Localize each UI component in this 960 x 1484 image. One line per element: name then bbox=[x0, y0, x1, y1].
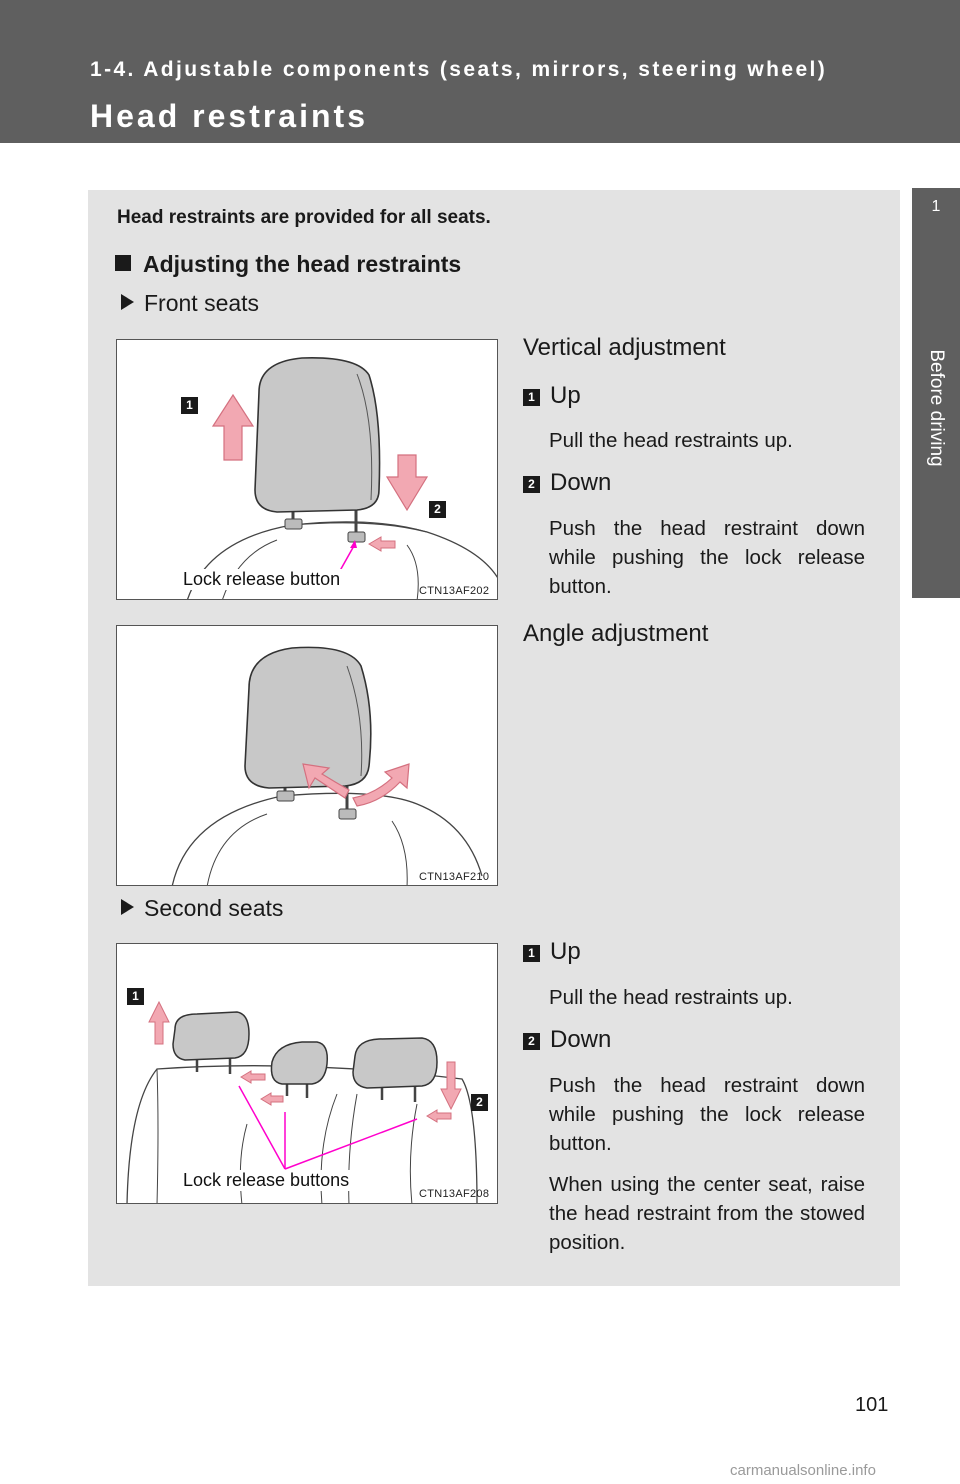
chapter-number: 1 bbox=[931, 198, 941, 215]
up-arrow-icon bbox=[213, 395, 253, 460]
rear-headrests-illustration bbox=[117, 944, 498, 1204]
headrest-angle-illustration bbox=[117, 626, 498, 886]
item-up bbox=[523, 382, 581, 410]
chapter-label: Before driving bbox=[926, 349, 947, 467]
lock-release-callout: Lock release buttons bbox=[183, 1170, 350, 1190]
front-seats-label bbox=[121, 290, 259, 317]
badge-up: 1 bbox=[127, 988, 144, 1005]
up-arrow-icon bbox=[149, 1002, 169, 1044]
figure-second-seats bbox=[116, 943, 498, 1204]
vertical-heading: Vertical adjustment bbox=[523, 334, 726, 361]
item-down bbox=[523, 469, 611, 497]
badge-down: 2 bbox=[429, 501, 446, 518]
item-down-label: Down bbox=[550, 469, 612, 496]
figure-code: CTN13AF202 bbox=[419, 585, 490, 597]
figure-code: CTN13AF210 bbox=[419, 871, 490, 883]
badge-2-icon: 2 bbox=[523, 476, 540, 493]
second-item-down-label: Down bbox=[550, 1026, 612, 1053]
item-up-label: Up bbox=[550, 382, 581, 409]
badge-1-icon: 1 bbox=[523, 389, 540, 406]
second-seats-label bbox=[121, 895, 283, 922]
second-item-down-text: Push the head restraint down while pushing the lock release button. bbox=[549, 1074, 865, 1155]
page-number: 101 bbox=[855, 1394, 889, 1416]
lock-release-callout: Lock release button bbox=[183, 569, 341, 589]
subheading bbox=[115, 251, 461, 278]
badge-2-icon: 2 bbox=[523, 1033, 540, 1050]
center-seat-note: When using the center seat, raise the head restraint from the stowed position. bbox=[549, 1173, 865, 1254]
triangle-bullet-icon bbox=[121, 899, 134, 915]
figure-code: CTN13AF208 bbox=[419, 1188, 490, 1200]
subheading-text: Adjusting the head restraints bbox=[143, 251, 462, 277]
angle-heading: Angle adjustment bbox=[523, 620, 709, 647]
front-seats-text: Front seats bbox=[144, 290, 260, 316]
figure-vertical-adjustment bbox=[116, 339, 498, 600]
push-arrow-icon bbox=[369, 537, 395, 551]
section-label: 1-4. Adjustable components (seats, mirrors, steering wheel) bbox=[90, 58, 828, 81]
page-header bbox=[0, 0, 960, 143]
chapter-tab bbox=[912, 188, 960, 598]
page-title: Head restraints bbox=[90, 98, 368, 134]
intro-text: Head restraints are provided for all seats. bbox=[117, 207, 491, 228]
headrest-vertical-illustration bbox=[117, 340, 498, 600]
triangle-bullet-icon bbox=[121, 294, 134, 310]
badge-up: 1 bbox=[181, 397, 198, 414]
down-arrow-icon bbox=[441, 1062, 461, 1109]
item-up-text: Pull the head restraints up. bbox=[549, 429, 793, 452]
item-down-text: Push the head restraint down while pushing the lock release button. bbox=[549, 517, 865, 598]
second-seats-text: Second seats bbox=[144, 895, 284, 921]
figure-angle-adjustment bbox=[116, 625, 498, 886]
second-item-up-text: Pull the head restraints up. bbox=[549, 986, 793, 1009]
second-item-up bbox=[523, 938, 581, 966]
down-arrow-icon bbox=[387, 455, 427, 510]
second-item-up-label: Up bbox=[550, 938, 581, 965]
watermark: carmanualsonline.info bbox=[730, 1462, 876, 1479]
square-bullet-icon bbox=[115, 255, 131, 271]
second-item-down bbox=[523, 1026, 611, 1054]
badge-1-icon: 1 bbox=[523, 945, 540, 962]
badge-down: 2 bbox=[471, 1094, 488, 1111]
